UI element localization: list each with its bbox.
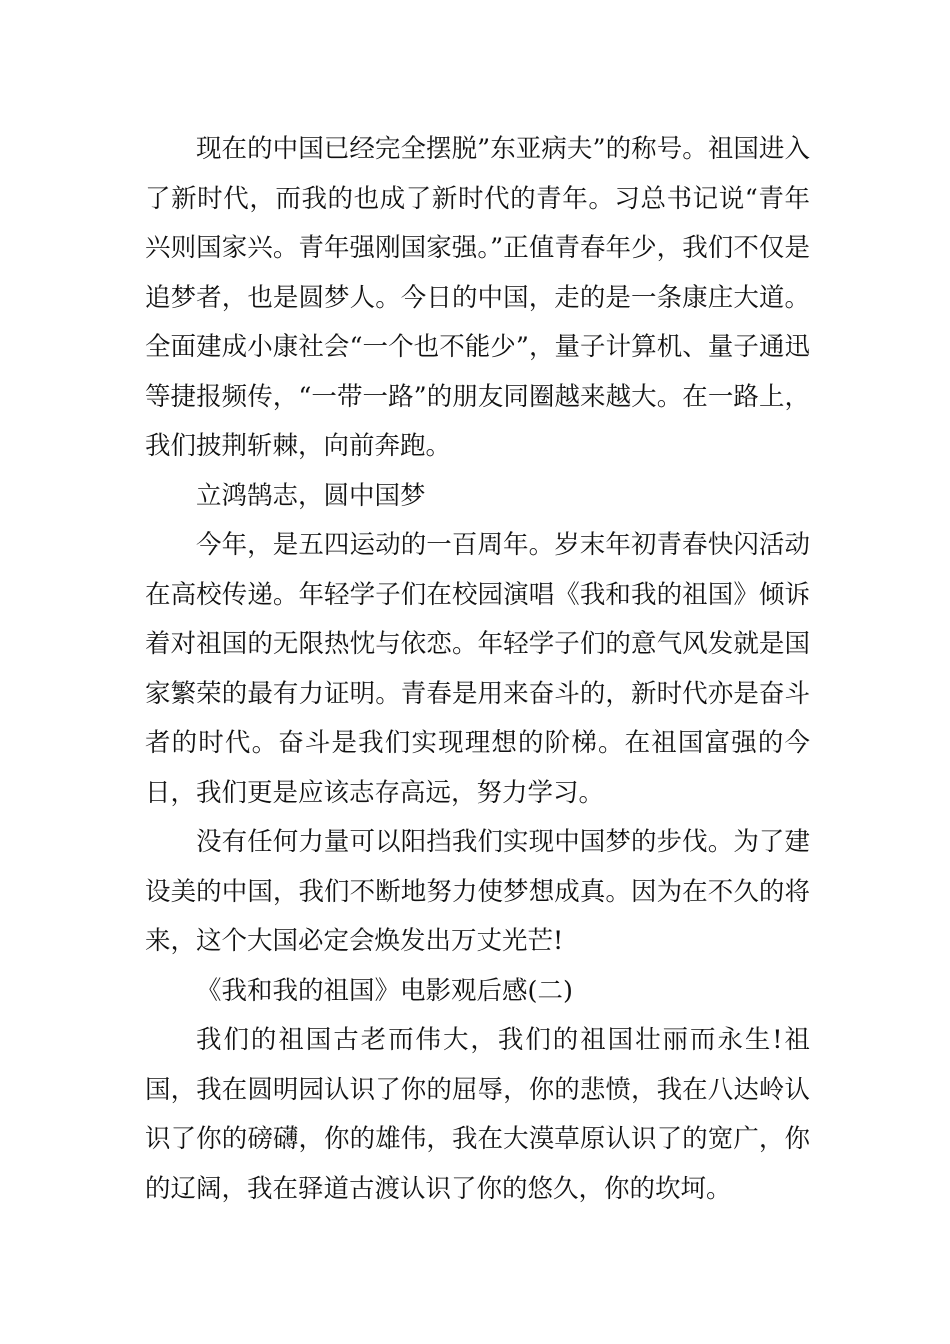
paragraph: 没有任何力量可以阳挡我们实现中国梦的步伐。为了建设美的中国，我们不断地努力使梦想成真。因为在不久的将来，这个大国必定会焕发出万丈光芒! (145, 827, 810, 956)
section-heading: 立鸿鹄志，圆中国梦 (196, 480, 426, 511)
section-heading: 《我和我的祖国》电影观后感(二) (196, 975, 573, 1006)
paragraph: 我们的祖国古老而伟大，我们的祖国壮丽而永生!祖国，我在圆明园认识了你的屈辱，你的悲愤，我在八达岭认识了你的磅礴，你的雄伟，我在大漠草原认识了的宽广，你的辽阔，我在驿道古渡认识了你的悠久，你的坎坷。 (145, 1025, 810, 1204)
paragraph: 现在的中国已经完全摆脱”东亚病夫”的称号。祖国进入了新时代，而我的也成了新时代的青年。习总书记说“青年兴则国家兴。青年强刚国家强。”正值青春年少，我们不仅是追梦者，也是圆梦人。今日的中国，走的是一条康庄大道。全面建成小康社会“一个也不能少”，量子计算机、量子通迅等捷报频传，“一带一路”的朋友同圈越来越大。在一路上，我们披荆斩棘，向前奔跑。 (145, 134, 810, 461)
document-page (145, 125, 810, 1214)
paragraph: 今年，是五四运动的一百周年。岁末年初青春快闪活动在高校传递。年轻学子们在校园演唱《我和我的祖国》倾诉着对祖国的无限热忱与依恋。年轻学子们的意气风发就是国家繁荣的最有力证明。青春是用来奋斗的，新时代亦是奋斗者的时代。奋斗是我们实现理想的阶梯。在祖国富强的今日，我们更是应该志存高远，努力学习。 (145, 530, 810, 808)
